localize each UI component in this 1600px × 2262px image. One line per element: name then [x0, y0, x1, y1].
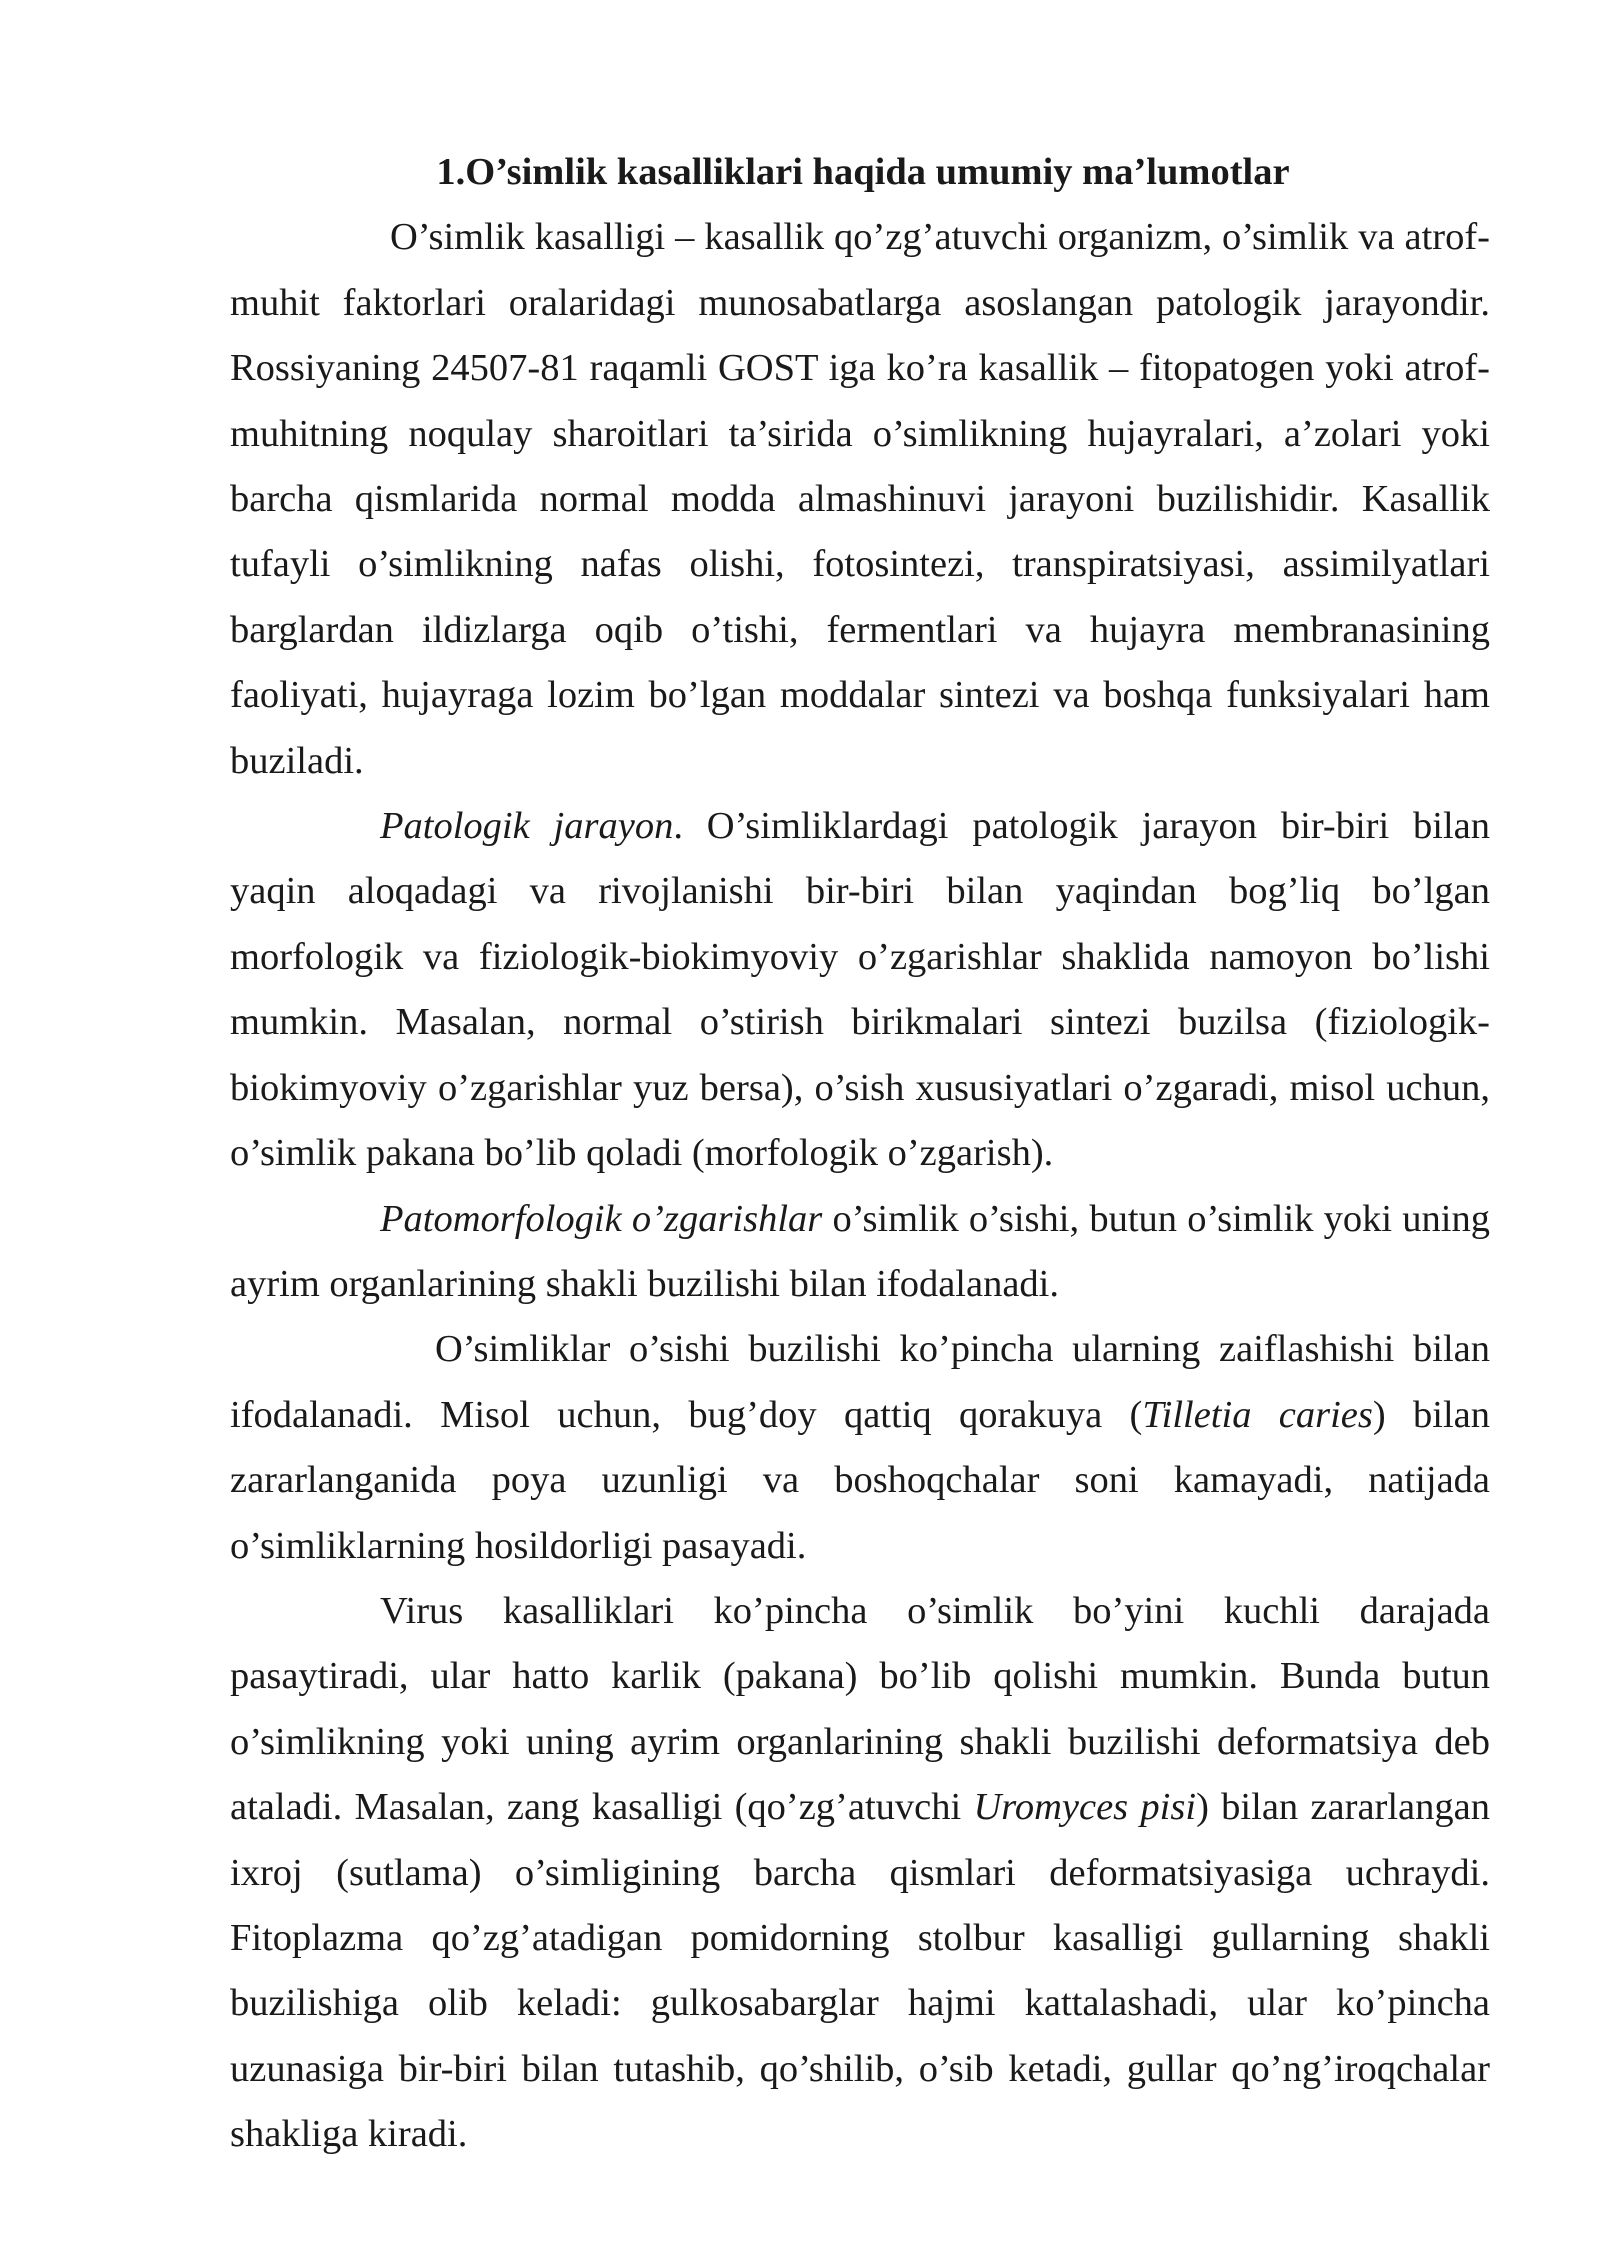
paragraph-virus-diseases	[230, 1579, 1490, 2168]
term-pathological-process: Patologik jarayon	[380, 805, 674, 848]
paragraph-pathological-process-text: . O’simliklardagi patologik jarayon bir-biri bilan yaqin aloqadagi va rivojlanishi bir-biri bilan yaqindan bog’liq bo’lgan morfologik va fiziologik-biokimyoviy o’zgarishlar shaklida namoyon bo’lishi mumkin. Masalan, normal o’stirish birikmalari sintezi buzilsa (fiziologik-biokimyoviy o’zgarishlar yuz bersa), o’sish xususiyatlari o’zgaradi, misol uchun, o’simlik pakana bo’lib qoladi (morfologik o’zgarish).	[230, 805, 1491, 1175]
paragraph-definition	[230, 205, 1490, 794]
species-tilletia-caries: Tilletia caries	[1142, 1393, 1373, 1436]
paragraph-virus-diseases-before: Virus kasalliklari ko’pincha o’simlik bo’yini kuchli darajada pasaytiradi, ular hatto karlik (pakana) bo’lib qolishi mumkin. Bunda butun o’simlikning yoki uning ayrim organlarining shakli buzilishi deformatsiya deb ataladi. Masalan, zang kasalligi (qo’zg’atuvchi	[230, 1589, 1490, 1829]
paragraph-growth-disorders	[230, 1317, 1490, 1579]
paragraph-virus-diseases-after: ) bilan zararlangan ixroj (sutlama) o’simligining barcha qismlari deformatsiyasiga uchraydi. Fitoplazma qo’zg’atadigan pomidorning stolbur kasalligi gullarning shakli buzilishiga olib keladi: gulkosabarglar hajmi kattalashadi, ular ko’pincha uzunasiga bir-biri bilan tutashib, qo’shilib, o’sib ketadi, gullar qo’ng’iroqchalar shakliga kiradi.	[230, 1786, 1490, 2156]
paragraph-definition-text: O’simlik kasalligi – kasallik qo’zg’atuvchi organizm, o’simlik va atrof-muhit faktorlari oralaridagi munosabatlarga asoslangan patologik jarayondir. Rossiyaning 24507-81 raqamli GOST iga ko’ra kasallik – fitopatogen yoki atrof-muhitning noqulay sharoitlari ta’sirida o’simlikning hujayralari, a’zolari yoki barcha qismlarida normal modda almashinuvi jarayoni buzilishidir. Kasallik tufayli o’simlikning nafas olishi, fotosintezi, transpiratsiyasi, assimilyatlari barglardan ildizlarga oqib o’tishi, fermentlari va hujayra membranasining faoliyati, hujayraga lozim bo’lgan moddalar sintezi va boshqa funksiyalari ham buziladi.	[230, 216, 1490, 782]
paragraph-growth-disorders-after: ) bilan zararlanganida poya uzunligi va boshoqchalar soni kamayadi, natijada o’simliklarning hosildorligi pasayadi.	[230, 1393, 1490, 1567]
document-title: 1.O’simlik kasalliklari haqida umumiy ma’lumotlar	[436, 151, 1290, 193]
paragraph-pathomorphological-changes	[230, 1187, 1490, 1318]
document-page	[230, 140, 1490, 2168]
term-pathomorphological-changes: Patomorfologik o’zgarishlar	[380, 1197, 823, 1240]
paragraph-pathological-process	[230, 794, 1490, 1186]
paragraph-pathomorphological-changes-text: o’simlik o’sishi, butun o’simlik yoki uning ayrim organlarining shakli buzilishi bilan ifodalanadi.	[230, 1197, 1491, 1305]
species-uromyces-pisi: Uromyces pisi	[973, 1786, 1197, 1829]
paragraph-growth-disorders-before: O’simliklar o’sishi buzilishi ko’pincha ularning zaiflashishi bilan ifodalanadi. Misol uchun, bug’doy qattiq qorakuya (	[230, 1328, 1490, 1436]
